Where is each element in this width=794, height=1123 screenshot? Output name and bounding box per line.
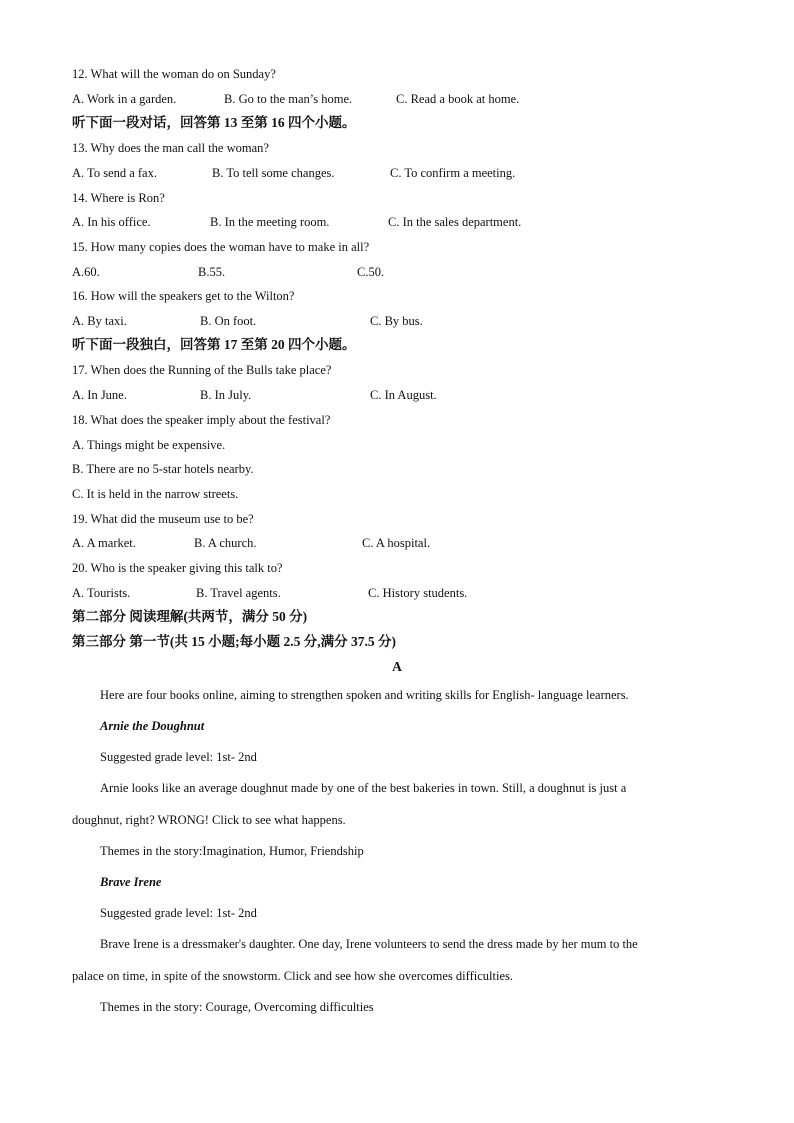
question-16: 16. How will the speakers get to the Wilton? <box>72 289 295 303</box>
section-heading-17-20: 听下面一段独白，回答第 17 至第 20 四个小题。 <box>72 337 356 352</box>
option-b: B. To tell some changes. <box>212 166 335 180</box>
question-13: 13. Why does the man call the woman? <box>72 141 269 155</box>
option-c: C. It is held in the narrow streets. <box>72 487 239 501</box>
option-a: A. In his office. <box>72 215 151 229</box>
question-19: 19. What did the museum use to be? <box>72 512 254 526</box>
part-two-heading: 第二部分 阅读理解(共两节，满分 50 分) <box>72 609 308 624</box>
question-15: 15. How many copies does the woman have to make in all? <box>72 240 370 254</box>
book-description: Brave Irene is a dressmaker's daughter. One day, Irene volunteers to send the dress made by her mum to the <box>100 937 638 951</box>
question-12: 12. What will the woman do on Sunday? <box>72 67 276 81</box>
book-description-cont: palace on time, in spite of the snowstorm. Click and see how she overcomes difficulties. <box>72 969 513 983</box>
book-title: Arnie the Doughnut <box>100 719 205 733</box>
book-description-cont: doughnut, right? WRONG! Click to see what happens. <box>72 813 346 827</box>
option-b: B. A church. <box>194 536 257 550</box>
option-b: B. There are no 5-star hotels nearby. <box>72 462 254 476</box>
option-a: A. To send a fax. <box>72 166 157 180</box>
question-20: 20. Who is the speaker giving this talk to? <box>72 561 283 575</box>
section-heading-13-16: 听下面一段对话，回答第 13 至第 16 四个小题。 <box>72 115 356 130</box>
option-b: B. In the meeting room. <box>210 215 330 229</box>
option-b: B. Travel agents. <box>196 586 281 600</box>
book-title: Brave Irene <box>100 875 162 889</box>
option-b: B. On foot. <box>200 314 257 328</box>
option-a: A. Things might be expensive. <box>72 438 226 452</box>
option-c: C. By bus. <box>370 314 423 328</box>
part-three-heading: 第三部分 第一节(共 15 小题;每小题 2.5 分,满分 37.5 分) <box>72 634 396 649</box>
grade-level: Suggested grade level: 1st- 2nd <box>100 750 257 764</box>
option-a: A. Work in a garden. <box>72 92 177 106</box>
option-b: B. In July. <box>200 388 252 402</box>
book-description: Arnie looks like an average doughnut made by one of the best bakeries in town. Still, a doughnut is just a <box>100 781 627 795</box>
question-17: 17. When does the Running of the Bulls take place? <box>72 363 332 377</box>
book-themes: Themes in the story:Imagination, Humor, Friendship <box>100 844 364 858</box>
question-18: 18. What does the speaker imply about the festival? <box>72 413 331 427</box>
option-a: A. A market. <box>72 536 136 550</box>
option-a: A.60. <box>72 265 100 279</box>
option-a: A. In June. <box>72 388 127 402</box>
passage-letter: A <box>392 659 402 674</box>
option-c: C. Read a book at home. <box>396 92 520 106</box>
grade-level: Suggested grade level: 1st- 2nd <box>100 906 257 920</box>
option-c: C. In the sales department. <box>388 215 522 229</box>
option-c: C. History students. <box>368 586 468 600</box>
option-c: C. A hospital. <box>362 536 431 550</box>
passage-intro: Here are four books online, aiming to strengthen spoken and writing skills for English- language learners. <box>100 688 629 702</box>
option-b: B. Go to the man’s home. <box>224 92 353 106</box>
book-themes: Themes in the story: Courage, Overcoming difficulties <box>100 1000 374 1014</box>
option-c: C. In August. <box>370 388 437 402</box>
option-c: C.50. <box>357 265 385 279</box>
option-b: B.55. <box>198 265 226 279</box>
option-a: A. By taxi. <box>72 314 127 328</box>
question-14: 14. Where is Ron? <box>72 191 165 205</box>
option-a: A. Tourists. <box>72 586 131 600</box>
option-c: C. To confirm a meeting. <box>390 166 516 180</box>
